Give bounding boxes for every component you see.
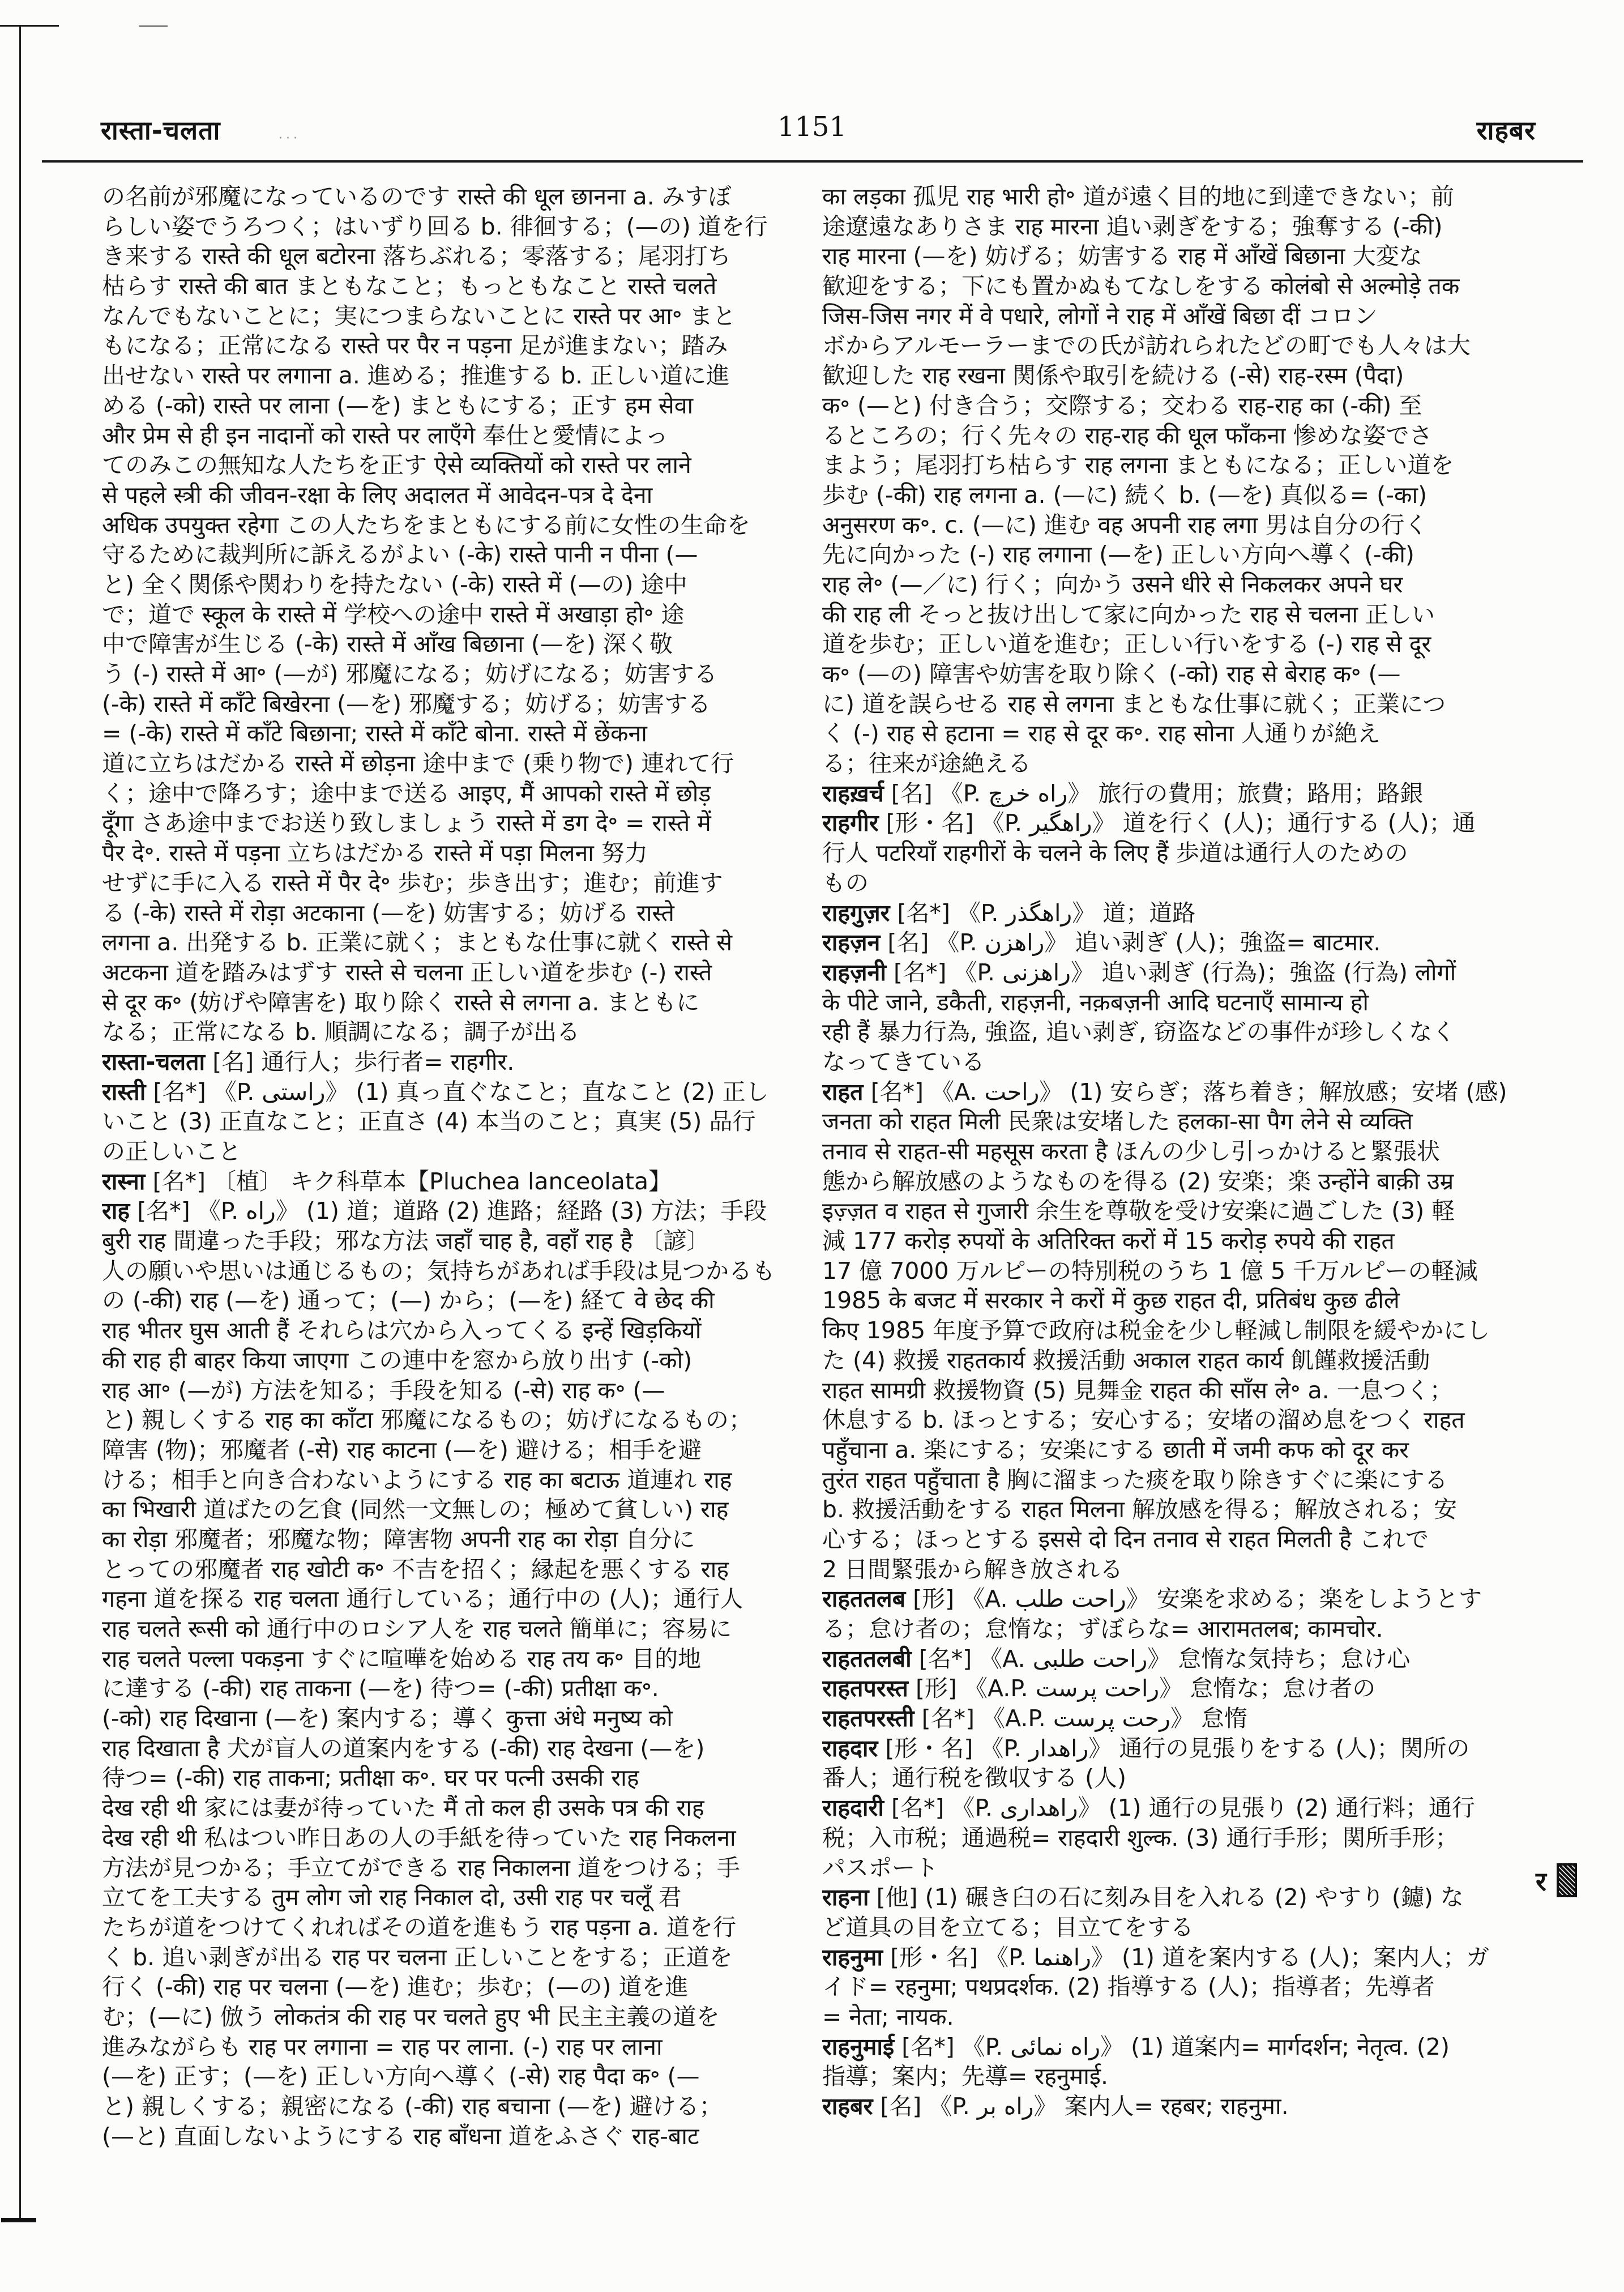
text-line: 人の願いや思いは通じるもの；気持ちがあれば手段は見つかるも bbox=[102, 1257, 775, 1284]
text-line: राह मारना (—を) 妨げる；妨害する राह में आँखें बिछाना 大変な bbox=[822, 242, 1422, 270]
text-line: अटकना 道を踏みはずす रास्ते से चलना 正しい道を歩む (-) रास्ते bbox=[102, 958, 712, 986]
text-line: 歓迎をする；下にも置かぬもてなしをする कोलंबो से अल्मोड़े तक bbox=[822, 272, 1460, 300]
text-line: 歓迎した राह रखना 関係や取引を続ける (-से) राह-रस्म (पैदा) bbox=[822, 362, 1404, 390]
text-line: と) 親しくする；親密になる (-की) राह बचाना (—を) 避ける； bbox=[102, 2093, 723, 2120]
text-line: に達する (-की) राह ताकना (—を) 待つ= (-की) प्रतीक्षा क॰. bbox=[102, 1675, 659, 1702]
text-line: る；往来が途絶える bbox=[822, 750, 1031, 778]
headword: राहदारी bbox=[822, 1794, 884, 1822]
text-line: से दूर क॰ (妨げや障害を) 取り除く रास्ते से लगना a. まともに bbox=[102, 988, 700, 1016]
text-line: まよう；尾羽打ち枯らす राह लगना まともになる；正しい道を bbox=[822, 451, 1454, 479]
text-line: देख रही थी 家には妻が待っていた मैं तो कल ही उसके पत्र की राह bbox=[102, 1794, 704, 1822]
text-line: (-को) राह दिखाना (—を) 案内する；導く कुत्ता अंधे मनुष्य को bbox=[102, 1705, 673, 1732]
headword: राहत bbox=[822, 1078, 864, 1106]
text-line: 減 177 करोड़ रुपयों के अतिरिक्त करों में 15 करोड़ रुपये की राहत bbox=[822, 1227, 1395, 1255]
text-line: के पीटे जाने, डकैती, राहज़नी, नक़बज़नी आदि घटनाएँ सामान्य हो bbox=[822, 988, 1369, 1016]
text-line: ける；相手と向き合わないようにする राह का बटाऊ 道連れ राह bbox=[102, 1466, 732, 1493]
text-line: रास्ना [名*] 〔植〕 キク科草本【Pluchea lanceolata】 bbox=[102, 1167, 672, 1195]
left-text-column bbox=[102, 182, 794, 2161]
headword: राहज़न bbox=[822, 929, 881, 957]
text-line: अधिक उपयुक्त रहेगा この人たちをまともにする前に女性の生命を bbox=[102, 511, 750, 539]
text-line: दूँगा さあ途中までお送り致しましょう रास्ते में डग दे॰ = रास्ते में bbox=[102, 809, 711, 837]
text-line: राहगीर [形・名] 《P. راهگیر》 道を行く (人)；通行する (人)；通 bbox=[822, 809, 1476, 837]
text-line: b. 救援活動をする राहत मिलना 解放感を得る；解放される；安 bbox=[822, 1496, 1458, 1523]
header-rule bbox=[42, 160, 1583, 163]
text-line: 障害 (物)；邪魔者 (-से) राह काटना (—を) 避ける；相手を避 bbox=[102, 1436, 702, 1463]
text-line: 待つ= (-की) राह ताकना; प्रतीक्षा क॰. घर पर पत्नी उसकी राह bbox=[102, 1764, 639, 1792]
text-line: राहत सामग्री 救援物資 (5) 見舞金 राहत की साँस ले॰ a. 一息つく； bbox=[822, 1376, 1453, 1404]
text-line: = नेता; नायक. bbox=[822, 2003, 954, 2030]
text-line: く (-) राह से हटाना = राह से दूर क॰. राह सोना 人通りが絶え bbox=[822, 720, 1381, 748]
text-line: रास्ता-चलता [名] 通行人；歩行者= राहगीर. bbox=[102, 1048, 515, 1075]
headword: राहज़नी bbox=[822, 958, 886, 986]
text-line: = (-के) रास्ते में काँटे बिछाना; रास्ते में काँटे बोना. रास्ते में छेंकना bbox=[102, 720, 647, 748]
thumb-index-marker bbox=[1557, 1863, 1577, 1897]
text-line: く b. 追い剥ぎが出る राह पर चलना 正しいことをする；正道を bbox=[102, 1943, 733, 1971]
text-line: किए 1985 年度予算で政府は税金を少し軽減し制限を緩やかにし bbox=[822, 1317, 1490, 1345]
text-line: रही हैं 暴力行為, 強盗, 追い剥ぎ, 窃盗などの事件が珍しくなく bbox=[822, 1018, 1456, 1046]
text-line: 休息する b. ほっとする；安心する；安堵の溜め息をつく राहत bbox=[822, 1406, 1465, 1434]
text-line: 行く (-की) राह पर चलना (—を) 進む；歩む；(—の) 道を進 bbox=[102, 1973, 689, 2001]
text-line: 道を歩む；正しい道を進む；正しい行いをする (-) राह से दूर bbox=[822, 630, 1431, 658]
headword: राहतपरस्त bbox=[822, 1675, 908, 1702]
text-line: (-के) रास्ते में काँटे बिखेरना (—を) 邪魔する；妨げる；妨害する bbox=[102, 690, 711, 718]
text-line: なる；正常になる b. 順調になる；調子が出る bbox=[102, 1018, 580, 1046]
text-line: का लड़का 孤児 राह भारी हो॰ 道が遠く目的地に到達できない；前 bbox=[822, 183, 1454, 210]
text-line: जिस-जिस नगर में वे पधारे, लोगों ने राह में आँखें बिछा दीं コロン bbox=[822, 302, 1378, 330]
text-line: ボからアルモーラーまでの氏が訪れられたどの町でも人々は大 bbox=[822, 332, 1471, 360]
headword: राहदार bbox=[822, 1734, 878, 1762]
text-line: てのみこの無知な人たちを正す ऐसे व्यक्तियों को रास्ते पर लाने bbox=[102, 451, 691, 479]
text-line: राह ले॰ (—／に) 行く；向かう उसने धीरे से निकलकर अपने घर bbox=[822, 570, 1403, 598]
page-number: 1151 bbox=[777, 111, 847, 143]
headword: रास्ती bbox=[102, 1078, 146, 1106]
text-line: तुरंत राहत पहुँचाता है 胸に溜まった痰を取り除きすぐに楽にする bbox=[822, 1466, 1448, 1493]
text-line: の名前が邪魔になっているのです रास्ते की धूल छानना a. みすぼ bbox=[102, 183, 732, 210]
text-line: राहततलब [形] 《A. راحت طلب》 安楽を求める；楽をしようとす bbox=[822, 1585, 1482, 1613]
text-line: राहत [名*] 《A. راحت》 (1) 安らぎ；落ち着き；解放感；安堵 (感) bbox=[822, 1078, 1507, 1106]
text-line: (—を) 正す；(—を) 正しい方向へ導く (-से) राह पैदा क॰ (— bbox=[102, 2063, 700, 2090]
text-line: राह दिखाता है 犬が盲人の道案内をする (-की) राह देखना (—を) bbox=[102, 1734, 705, 1762]
text-line: गहना 道を探る राह चलता 通行している；通行中の (人)；通行人 bbox=[102, 1585, 743, 1613]
text-line: तनाव से राहत-सी महसूस करता है ほんの少し引っかけると緊張状 bbox=[822, 1138, 1440, 1165]
text-line: राहततलबी [名*] 《A. راحت طلبی》 怠惰な気持ち；怠け心 bbox=[822, 1645, 1411, 1672]
text-line: (—と) 直面しないようにする राह बाँधना 道をふさぐ राह-बाट bbox=[102, 2122, 699, 2150]
headword: राहततलबी bbox=[822, 1645, 912, 1672]
text-line: の (-की) राह (—を) 通って；(—) から；(—を) 経て वे छेद की bbox=[102, 1287, 715, 1314]
headword: राहतपरस्ती bbox=[822, 1705, 914, 1732]
text-line: 税；入市税；通過税= राहदारी शुल्क. (3) 通行手形；関所手形； bbox=[822, 1824, 1459, 1851]
text-line: राह आ॰ (—が) 方法を知る；手段を知る (-से) राह क॰ (— bbox=[102, 1376, 665, 1404]
text-line: 先に向かった (-) राह लगाना (—を) 正しい方向へ導く (-की) bbox=[822, 541, 1414, 569]
text-line: ど道具の目を立てる；目立てをする bbox=[822, 1913, 1194, 1941]
headword: राह bbox=[102, 1197, 130, 1225]
headword: रास्ता-चलता bbox=[102, 1048, 206, 1075]
text-line: पैर दे॰. रास्ते में पड़ना 立ちはだかる रास्ते में पड़ा मिलना 努力 bbox=[102, 839, 648, 867]
text-line: देख रही थी 私はつい昨日あの人の手紙を待っていた राह निकलना bbox=[102, 1824, 736, 1851]
text-line: 立てを工夫する तुम लोग जो राह निकाल दो, उसी राह पर चलूँ 君 bbox=[102, 1884, 682, 1911]
text-line: राहगुज़र [名*] 《P. راهگذر》 道；道路 bbox=[822, 899, 1196, 927]
text-line: 進みながらも राह पर लगाना = राह पर लाना. (-) राह पर लाना bbox=[102, 2033, 663, 2060]
text-line: 途遼遠なありさま राह मारना 追い剥ぎをする；強奪する (-की) bbox=[822, 212, 1443, 240]
text-line: जनता को राहत मिली 民衆は安堵した हलका-सा पैग लेने से व्यक्ति bbox=[822, 1108, 1413, 1136]
headword: राहनुमा bbox=[822, 1943, 883, 1971]
text-line: う (-) रास्ते में आ॰ (—が) 邪魔になる；妨げになる；妨害する bbox=[102, 660, 717, 688]
text-line: राह भीतर घुस आती हैं それらは穴から入ってくる इन्हें खिड़कियों bbox=[102, 1317, 702, 1345]
text-line: る (-के) रास्ते में रोड़ा अटकाना (—を) 妨害する；妨げる रास्ते bbox=[102, 899, 674, 927]
text-line: に) 道を誤らせる राह से लगना まともな仕事に就く；正業につ bbox=[822, 690, 1446, 718]
text-line: की राह ही बाहर किया जाएगा この連中を窓から放り出す (-को) bbox=[102, 1346, 693, 1374]
text-line: 出せない रास्ते पर लगाना a. 進める；推進する b. 正しい道に進 bbox=[102, 362, 730, 390]
scan-bottom-smudge bbox=[1, 2218, 36, 2222]
text-line: 指導；案内；先導= रहनुमाई. bbox=[822, 2063, 1108, 2090]
text-line: とっての邪魔者 राह खोटी क॰ 不吉を招く；縁起を悪くする राह bbox=[102, 1555, 729, 1583]
text-line: もになる；正常になる रास्ते पर पैर न पड़ना 足が進まない；踏み bbox=[102, 332, 728, 360]
text-line: と) 親しくする राह का काँटा 邪魔になるもの；妨げになるもの； bbox=[102, 1406, 752, 1434]
text-line: राहना [他] (1) 碾き臼の石に刻み目を入れる (2) やすり (鑢) な bbox=[822, 1884, 1464, 1911]
text-line: राहदार [形・名] 《P. راهدار》 通行の見張りをする (人)；関所の bbox=[822, 1734, 1470, 1762]
text-line: राहनुमाई [名*] 《P. راه نمائی》 (1) 道案内= मार्गदर्शन; नेतृत्व. (2) bbox=[822, 2033, 1450, 2060]
text-line: राहतपरस्ती [名*] 《A.P. رحت پرست》 怠惰 bbox=[822, 1705, 1247, 1732]
text-line: इज़्ज़त व राहत से गुजारी 余生を尊敬を受け安楽に過ごした (3) 軽 bbox=[822, 1197, 1455, 1225]
text-line: るところの；行く先々の राह-राह की धूल फाँकना 惨めな姿でさ bbox=[822, 421, 1433, 449]
text-line: 方法が見つかる；手立てができる राह निकालना 道をつける；手 bbox=[102, 1854, 740, 1881]
text-line: राहज़नी [名*] 《P. راهزنی》 追い剥ぎ (行為)；強盗 (行為) लोगों bbox=[822, 958, 1456, 986]
text-line: た (4) 救援 राहतकार्य 救援活動 अकाल राहत कार्य 飢饉救援活動 bbox=[822, 1346, 1430, 1374]
text-line: राहख़र्च [名] 《P. راه خرچ》 旅行の費用；旅費；路用；路銀 bbox=[822, 779, 1424, 807]
text-line: 17 億 7000 万ルピーの特別税のうち 1 億 5 千万ルピーの軽減 bbox=[822, 1257, 1478, 1284]
text-line: 枯らす रास्ते की बात まともなこと；もっともなこと रास्ते चलते bbox=[102, 272, 717, 300]
text-line: राहबर [名] 《P. راه بر》 案内人= रहबर; राहनुमा. bbox=[822, 2093, 1289, 2120]
text-line: らしい姿でうろつく；はいずり回る b. 徘徊する；(—の) 道を行 bbox=[102, 212, 768, 240]
headword: राहनुमाई bbox=[822, 2033, 895, 2060]
right-text-column bbox=[822, 182, 1541, 2161]
text-line: राहतपरस्त [形] 《A.P. راحت پرست》 怠惰な；怠け者の bbox=[822, 1675, 1376, 1702]
text-line: राहज़न [名] 《P. راهزن》 追い剥ぎ (人)；強盗= बाटमार. bbox=[822, 929, 1381, 957]
text-line: で；道で स्कूल के रास्ते में 学校への途中 रास्ते में अखाड़ा हो॰ 途 bbox=[102, 600, 685, 628]
text-line: もの bbox=[822, 869, 869, 897]
text-line: का रोड़ा 邪魔者；邪魔な物；障害物 अपनी राह का रोड़ा 自分に bbox=[102, 1525, 695, 1553]
text-line: める (-को) रास्ते पर लाना (—を) まともにする；正す हम सेवा bbox=[102, 391, 694, 419]
headword: राहततलब bbox=[822, 1585, 906, 1613]
text-line: なってきている bbox=[822, 1048, 985, 1075]
text-line: き来する रास्ते की धूल बटोरना 落ちぶれる；零落する；尾羽打ち bbox=[102, 242, 731, 270]
text-line: 歩む (-की) राह लगना a. (—に) 続く b. (—を) 真似る= (-का) bbox=[822, 481, 1428, 509]
text-line: की राह ली そっと抜け出して家に向かった राह से चलना 正しい bbox=[822, 600, 1435, 628]
text-line: の正しいこと bbox=[102, 1138, 241, 1165]
thumb-index-tab bbox=[1536, 1863, 1615, 1900]
text-line: रास्ती [名*] 《P. راستی》 (1) 真っ直ぐなこと；直なこと (2) 正し bbox=[102, 1078, 769, 1106]
text-line: イド= रहनुमा; पथप्रदर्शक. (2) 指導する (人)；指導者；先導者 bbox=[822, 1973, 1435, 2001]
text-line: たちが道をつけてくれればその道を進もう राह पड़ना a. 道を行 bbox=[102, 1913, 737, 1941]
headword: राहगुज़र bbox=[822, 899, 890, 927]
text-line: む；(—に) 倣う लोकतंत्र की राह पर चलते हुए भी 民主主義の道を bbox=[102, 2003, 720, 2030]
text-line: क॰ (—と) 付き合う；交際する；交わる राह-राह का (-की) 至 bbox=[822, 391, 1422, 419]
headword: राहगीर bbox=[822, 809, 879, 837]
text-line: 1985 के बजट में सरकार ने करों में कुछ राहत दी, प्रतिबंध कुछ ढीले bbox=[822, 1287, 1400, 1314]
running-head-right: राहबर bbox=[1476, 115, 1536, 146]
text-line: से पहले स्त्री की जीवन-रक्षा के लिए अदालत में आवेदन-पत्र दे देना bbox=[102, 481, 653, 509]
scan-top-dash bbox=[139, 25, 168, 27]
thumb-index-letter: र bbox=[1536, 1866, 1546, 1897]
headword: राहना bbox=[822, 1884, 869, 1911]
scan-noise-dots: ··· bbox=[279, 131, 301, 146]
headword: राहबर bbox=[822, 2093, 873, 2120]
text-line: का भिखारी 道ばたの乞食 (同然一文無しの；極めて貧しい) राह bbox=[102, 1496, 729, 1523]
running-head-left: रास्ता-चलता bbox=[101, 115, 221, 146]
text-line: लगना a. 出発する b. 正業に就く；まともな仕事に就く रास्ते से bbox=[102, 929, 733, 957]
text-line: पहुँचाना a. 楽にする；安楽にする छाती में जमी कफ को दूर कर bbox=[822, 1436, 1409, 1463]
text-line: パスポート bbox=[822, 1854, 938, 1881]
text-line: 2 日間緊張から解き放される bbox=[822, 1555, 1123, 1583]
text-line: く；途中で降ろす；途中まで送る आइए, मैं आपको रास्ते में छोड़ bbox=[102, 779, 711, 807]
text-line: 態から解放感のようなものを得る (2) 安楽；楽 उन्होंने बाक़ी उम्र bbox=[822, 1167, 1454, 1195]
text-line: いこと (3) 正直なこと；正直さ (4) 本当のこと；真実 (5) 品行 bbox=[102, 1108, 756, 1136]
scan-left-border bbox=[19, 25, 21, 2220]
text-line: 番人；通行税を徴収する (人) bbox=[822, 1764, 1127, 1792]
text-line: 心する；ほっとする इससे दो दिन तनाव से राहत मिलती है これで bbox=[822, 1525, 1429, 1553]
text-line: राहदारी [名*] 《P. راهداری》 (1) 通行の見張り (2) 通行料；通行 bbox=[822, 1794, 1475, 1822]
headword: राहख़र्च bbox=[822, 779, 884, 807]
headword: रास्ना bbox=[102, 1167, 146, 1195]
text-line: 行人 पटरियाँ राहगीरों के चलने के लिए हैं 歩道は通行人のための bbox=[822, 839, 1408, 867]
text-line: 道に立ちはだかる रास्ते में छोड़ना 途中まで (乗り物で) 連れて行 bbox=[102, 750, 734, 778]
text-line: と) 全く関係や関わりを持たない (-के) रास्ते में (—の) 途中 bbox=[102, 570, 687, 598]
text-line: せずに手に入る रास्ते में पैर दे॰ 歩む；歩き出す；進む；前進す bbox=[102, 869, 723, 897]
text-line: और प्रेम से ही इन नादानों को रास्ते पर लाएँगे 奉仕と愛情によっ bbox=[102, 421, 669, 449]
text-line: 中で障害が生じる (-के) रास्ते में आँख बिछाना (—を) 深く敬 bbox=[102, 630, 673, 658]
text-line: राह चलते रूसी को 通行中のロシア人を राह चलते 簡単に；容易に bbox=[102, 1615, 732, 1642]
text-line: अनुसरण क॰. c. (—に) 進む वह अपनी राह लगा 男は自分の行く bbox=[822, 511, 1428, 539]
text-line: る；怠け者の；怠惰な；ずぼらな= आरामतलब; कामचोर. bbox=[822, 1615, 1383, 1642]
text-line: बुरी राह 間違った手段；邪な方法 जहाँ चाह है, वहाँ राह है 〔諺〕 bbox=[102, 1227, 710, 1255]
text-line: 守るために裁判所に訴えるがよい (-के) रास्ते पानी न पीना (— bbox=[102, 541, 698, 569]
scan-top-tick bbox=[0, 25, 59, 27]
text-line: राह [名*] 《P. راه》 (1) 道；道路 (2) 進路；経路 (3) 方法；手段 bbox=[102, 1197, 767, 1225]
text-line: なんでもないことに；実につまらないことに रास्ते पर आ॰ まと bbox=[102, 302, 736, 330]
text-line: राहनुमा [形・名] 《P. راهنما》 (1) 道を案内する (人)；案内人；ガ bbox=[822, 1943, 1490, 1971]
text-line: राह चलते पल्ला पकड़ना すぐに喧嘩を始める राह तय क॰ 目的地 bbox=[102, 1645, 702, 1672]
text-line: क॰ (—の) 障害や妨害を取り除く (-को) राह से बेराह क॰ (— bbox=[822, 660, 1401, 688]
